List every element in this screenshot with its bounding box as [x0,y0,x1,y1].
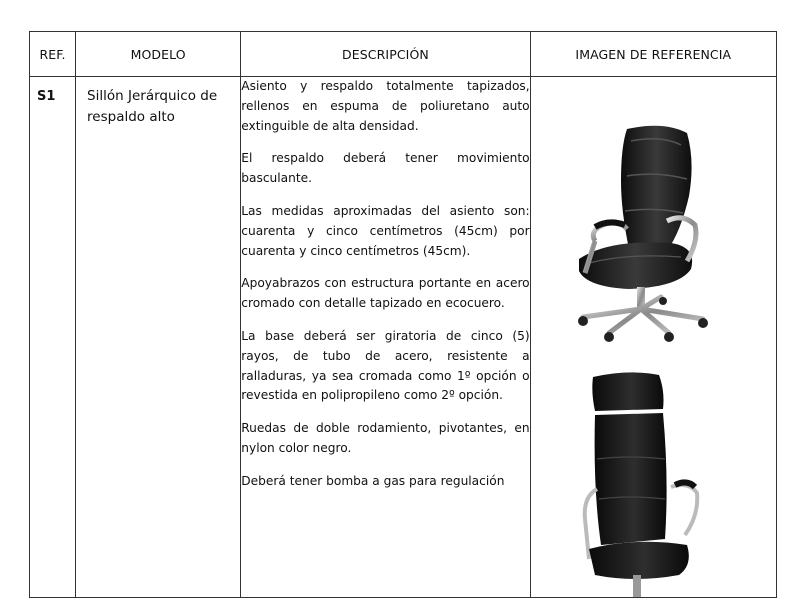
imagen-cell [530,77,776,598]
descripcion-cell [241,77,530,598]
modelo-cell [76,77,241,598]
black-leather-executive-chair-icon [569,121,719,343]
header-imagen: IMAGEN DE REFERENCIA [530,32,776,77]
ref-value: S1 [37,89,56,104]
desc-paragraph: Apoyabrazos con estructura portante en acero cromado con detalle tapizado en ecocuero. [241,276,530,311]
ref-cell [30,77,76,598]
desc-paragraph: Deberá tener bomba a gas para regulación [241,473,505,488]
desc-paragraph: Ruedas de doble rodamiento, pivotantes, en nylon color negro. [241,421,530,455]
desc-paragraph: Las medidas aproximadas del asiento son: cuarenta y cinco centímetros (45cm) por cuarenta y cinco centímetros (45cm). [241,203,530,258]
desc-paragraph: La base deberá ser giratoria de cinco (5) rayos, de tubo de acero, resistente a ralladuras, ya sea cromada como 1º opción o revestida en polipropileno como 2º opción. [241,328,530,403]
header-modelo: MODELO [76,32,241,77]
desc-paragraph: Asiento y respaldo totalmente tapizados, rellenos en espuma de poliuretano auto extinguible de alta densidad. [241,79,530,133]
header-descripcion: DESCRIPCIÓN [241,32,530,77]
header-ref: REF. [30,32,76,77]
spec-table [29,31,777,598]
desc-paragraph: El respaldo deberá tener movimiento basculante. [241,151,530,186]
black-high-back-office-chair-icon [575,369,705,597]
table-row [30,77,777,598]
header-row [30,32,777,77]
modelo-value: Sillón Jerárquico de respaldo alto [87,88,218,125]
